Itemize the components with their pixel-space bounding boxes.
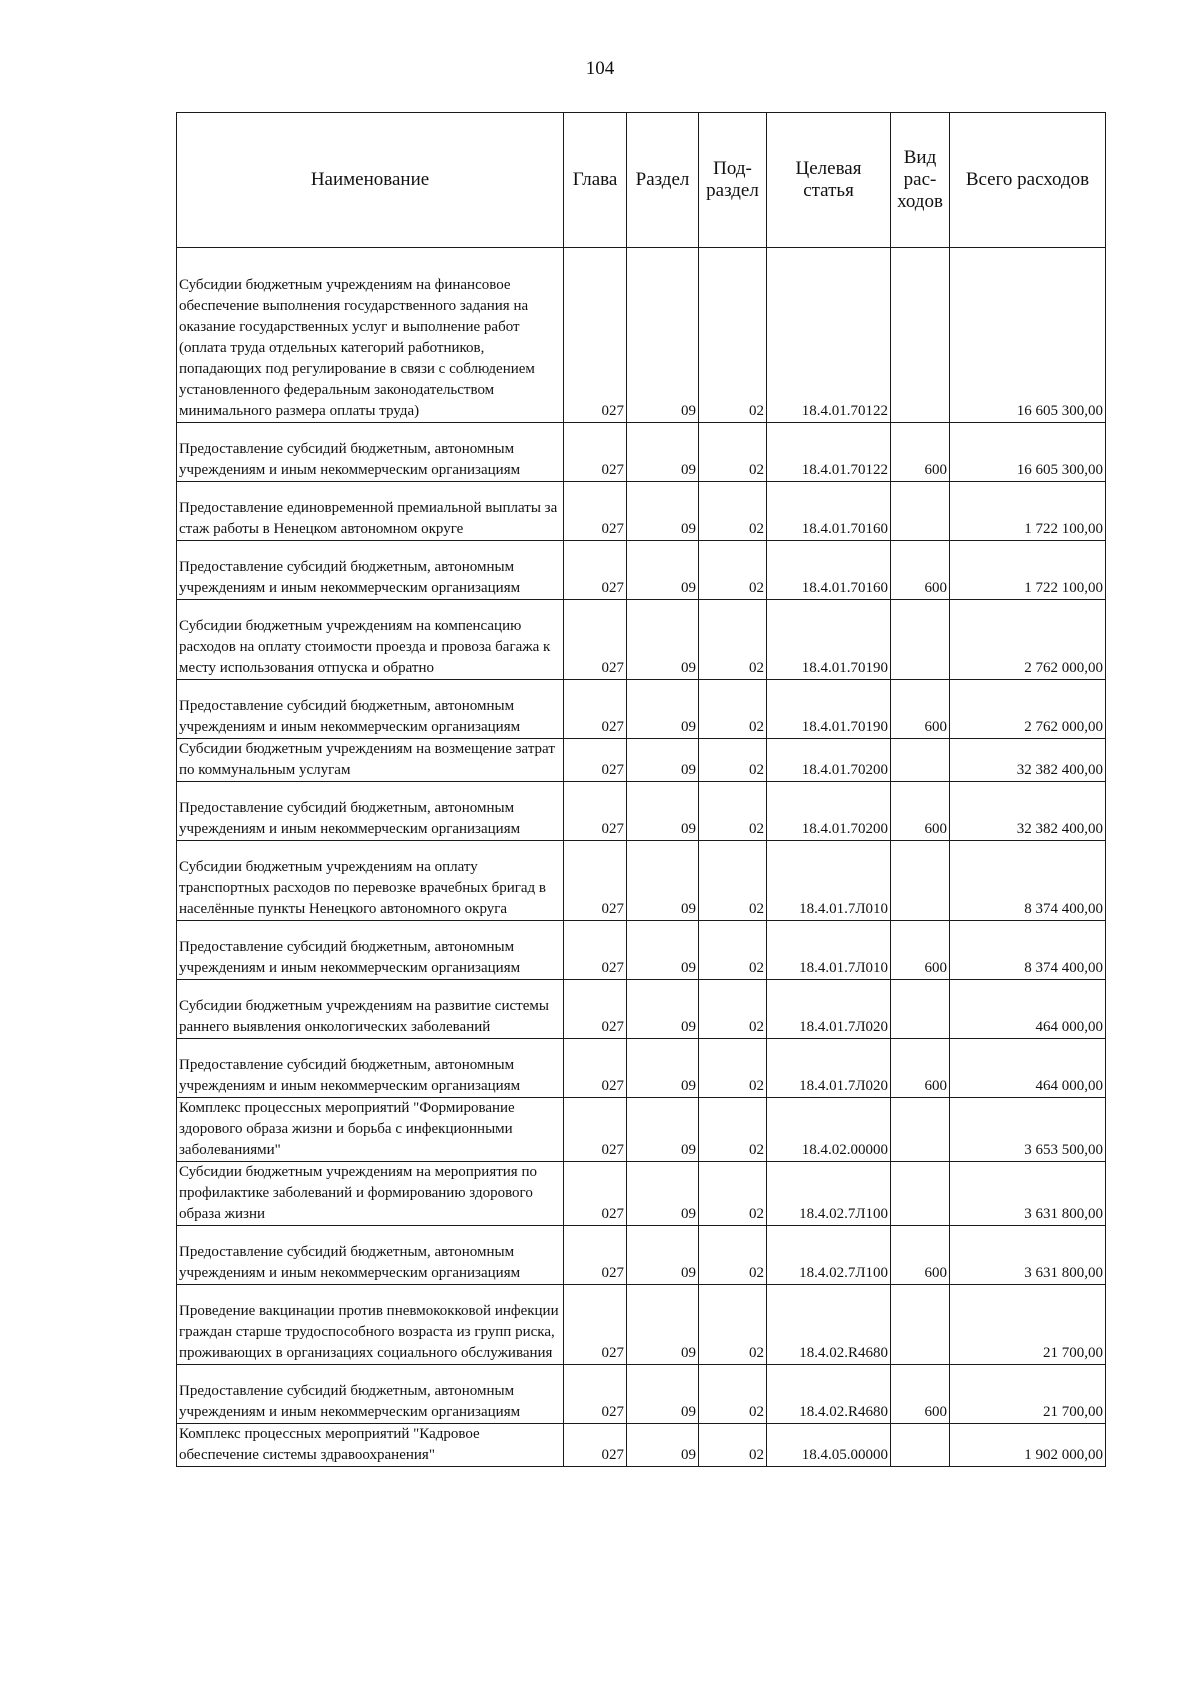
row-total: 1 902 000,00 bbox=[950, 1424, 1106, 1467]
table-row bbox=[177, 248, 1106, 423]
row-vid bbox=[891, 248, 950, 423]
row-razdel: 09 bbox=[627, 1039, 699, 1098]
row-razdel: 09 bbox=[627, 782, 699, 841]
row-name: Предоставление субсидий бюджетным, автономным учреждениям и иным некоммерческим организациям bbox=[177, 1226, 564, 1285]
row-podrazdel: 02 bbox=[699, 921, 767, 980]
row-vid bbox=[891, 841, 950, 921]
row-glava: 027 bbox=[564, 680, 627, 739]
row-target: 18.4.01.70160 bbox=[767, 482, 891, 541]
table-row bbox=[177, 921, 1106, 980]
row-razdel: 09 bbox=[627, 248, 699, 423]
row-target: 18.4.01.70122 bbox=[767, 248, 891, 423]
table-row bbox=[177, 482, 1106, 541]
row-podrazdel: 02 bbox=[699, 1039, 767, 1098]
row-glava: 027 bbox=[564, 841, 627, 921]
row-name: Субсидии бюджетным учреждениям на развитие системы раннего выявления онкологических заболеваний bbox=[177, 980, 564, 1039]
row-glava: 027 bbox=[564, 600, 627, 680]
row-razdel: 09 bbox=[627, 1424, 699, 1467]
row-vid: 600 bbox=[891, 1365, 950, 1424]
header-total: Всего расходов bbox=[950, 113, 1106, 248]
row-total: 16 605 300,00 bbox=[950, 248, 1106, 423]
row-podrazdel: 02 bbox=[699, 600, 767, 680]
row-vid: 600 bbox=[891, 680, 950, 739]
header-razdel: Раздел bbox=[627, 113, 699, 248]
row-podrazdel: 02 bbox=[699, 423, 767, 482]
row-vid: 600 bbox=[891, 921, 950, 980]
budget-table bbox=[176, 112, 1106, 1467]
row-glava: 027 bbox=[564, 1424, 627, 1467]
row-target: 18.4.01.70190 bbox=[767, 600, 891, 680]
row-glava: 027 bbox=[564, 1365, 627, 1424]
row-vid: 600 bbox=[891, 1226, 950, 1285]
row-name: Предоставление субсидий бюджетным, автономным учреждениям и иным некоммерческим организациям bbox=[177, 680, 564, 739]
row-name: Предоставление субсидий бюджетным, автономным учреждениям и иным некоммерческим организациям bbox=[177, 541, 564, 600]
table-row bbox=[177, 1285, 1106, 1365]
row-target: 18.4.01.70200 bbox=[767, 782, 891, 841]
row-name: Предоставление единовременной премиальной выплаты за стаж работы в Ненецком автономном округе bbox=[177, 482, 564, 541]
row-total: 3 631 800,00 bbox=[950, 1226, 1106, 1285]
row-razdel: 09 bbox=[627, 841, 699, 921]
row-name: Субсидии бюджетным учреждениям на оплату транспортных расходов по перевозке врачебных бригад в населённые пункты Ненецкого автономного округа bbox=[177, 841, 564, 921]
row-podrazdel: 02 bbox=[699, 1098, 767, 1162]
row-podrazdel: 02 bbox=[699, 1424, 767, 1467]
row-razdel: 09 bbox=[627, 1365, 699, 1424]
row-podrazdel: 02 bbox=[699, 541, 767, 600]
row-podrazdel: 02 bbox=[699, 248, 767, 423]
row-podrazdel: 02 bbox=[699, 841, 767, 921]
row-glava: 027 bbox=[564, 1162, 627, 1226]
table-row bbox=[177, 980, 1106, 1039]
row-glava: 027 bbox=[564, 782, 627, 841]
row-razdel: 09 bbox=[627, 423, 699, 482]
row-target: 18.4.02.R4680 bbox=[767, 1285, 891, 1365]
row-target: 18.4.01.7Л020 bbox=[767, 980, 891, 1039]
row-glava: 027 bbox=[564, 1098, 627, 1162]
row-glava: 027 bbox=[564, 1039, 627, 1098]
row-total: 1 722 100,00 bbox=[950, 482, 1106, 541]
header-vid: Вид рас- ходов bbox=[891, 113, 950, 248]
row-name: Предоставление субсидий бюджетным, автономным учреждениям и иным некоммерческим организациям bbox=[177, 1039, 564, 1098]
row-total: 21 700,00 bbox=[950, 1365, 1106, 1424]
row-razdel: 09 bbox=[627, 980, 699, 1039]
row-glava: 027 bbox=[564, 541, 627, 600]
row-razdel: 09 bbox=[627, 482, 699, 541]
row-vid: 600 bbox=[891, 782, 950, 841]
row-vid bbox=[891, 600, 950, 680]
row-target: 18.4.01.7Л010 bbox=[767, 841, 891, 921]
row-glava: 027 bbox=[564, 482, 627, 541]
table-row bbox=[177, 1424, 1106, 1467]
row-total: 3 631 800,00 bbox=[950, 1162, 1106, 1226]
row-vid: 600 bbox=[891, 1039, 950, 1098]
row-vid: 600 bbox=[891, 423, 950, 482]
row-podrazdel: 02 bbox=[699, 782, 767, 841]
row-name: Проведение вакцинации против пневмококковой инфекции граждан старше трудоспособного возраста из групп риска, проживающих в организациях социального обслуживания bbox=[177, 1285, 564, 1365]
row-total: 8 374 400,00 bbox=[950, 841, 1106, 921]
row-target: 18.4.02.7Л100 bbox=[767, 1162, 891, 1226]
row-total: 1 722 100,00 bbox=[950, 541, 1106, 600]
row-target: 18.4.05.00000 bbox=[767, 1424, 891, 1467]
row-name: Субсидии бюджетным учреждениям на компенсацию расходов на оплату стоимости проезда и провоза багажа к месту использования отпуска и обратно bbox=[177, 600, 564, 680]
row-name: Предоставление субсидий бюджетным, автономным учреждениям и иным некоммерческим организациям bbox=[177, 423, 564, 482]
row-total: 32 382 400,00 bbox=[950, 782, 1106, 841]
row-razdel: 09 bbox=[627, 1162, 699, 1226]
table-row bbox=[177, 1162, 1106, 1226]
row-podrazdel: 02 bbox=[699, 482, 767, 541]
row-total: 32 382 400,00 bbox=[950, 739, 1106, 782]
table-header-row bbox=[177, 113, 1106, 248]
row-podrazdel: 02 bbox=[699, 680, 767, 739]
row-glava: 027 bbox=[564, 423, 627, 482]
table-row bbox=[177, 1226, 1106, 1285]
row-name: Субсидии бюджетным учреждениям на мероприятия по профилактике заболеваний и формированию здорового образа жизни bbox=[177, 1162, 564, 1226]
table-body bbox=[177, 248, 1106, 1467]
row-razdel: 09 bbox=[627, 1098, 699, 1162]
row-glava: 027 bbox=[564, 1226, 627, 1285]
row-vid bbox=[891, 482, 950, 541]
row-name: Комплекс процессных мероприятий "Кадровое обеспечение системы здравоохранения" bbox=[177, 1424, 564, 1467]
row-podrazdel: 02 bbox=[699, 1365, 767, 1424]
row-vid bbox=[891, 1162, 950, 1226]
row-total: 464 000,00 bbox=[950, 1039, 1106, 1098]
row-glava: 027 bbox=[564, 739, 627, 782]
header-name: Наименование bbox=[177, 113, 564, 248]
table-row bbox=[177, 541, 1106, 600]
row-total: 2 762 000,00 bbox=[950, 600, 1106, 680]
row-razdel: 09 bbox=[627, 921, 699, 980]
row-vid bbox=[891, 739, 950, 782]
row-total: 2 762 000,00 bbox=[950, 680, 1106, 739]
row-glava: 027 bbox=[564, 921, 627, 980]
row-razdel: 09 bbox=[627, 680, 699, 739]
header-target: Целевая статья bbox=[767, 113, 891, 248]
row-name: Предоставление субсидий бюджетным, автономным учреждениям и иным некоммерческим организациям bbox=[177, 1365, 564, 1424]
row-target: 18.4.01.7Л020 bbox=[767, 1039, 891, 1098]
row-vid bbox=[891, 1424, 950, 1467]
row-target: 18.4.01.70122 bbox=[767, 423, 891, 482]
row-name: Предоставление субсидий бюджетным, автономным учреждениям и иным некоммерческим организациям bbox=[177, 921, 564, 980]
row-target: 18.4.02.R4680 bbox=[767, 1365, 891, 1424]
row-target: 18.4.02.7Л100 bbox=[767, 1226, 891, 1285]
row-podrazdel: 02 bbox=[699, 980, 767, 1039]
row-total: 3 653 500,00 bbox=[950, 1098, 1106, 1162]
row-name: Комплекс процессных мероприятий "Формирование здорового образа жизни и борьба с инфекционными заболеваниями" bbox=[177, 1098, 564, 1162]
row-razdel: 09 bbox=[627, 1226, 699, 1285]
row-razdel: 09 bbox=[627, 541, 699, 600]
row-name: Субсидии бюджетным учреждениям на финансовое обеспечение выполнения государственного задания на оказание государственных услуг и выполнение работ (оплата труда отдельных категорий работников, попадающих под регулирование в связи с соблюдением установленного федеральным законодательством минимального размера оплаты труда) bbox=[177, 248, 564, 423]
header-glava: Глава bbox=[564, 113, 627, 248]
row-name: Предоставление субсидий бюджетным, автономным учреждениям и иным некоммерческим организациям bbox=[177, 782, 564, 841]
row-target: 18.4.01.7Л010 bbox=[767, 921, 891, 980]
row-target: 18.4.02.00000 bbox=[767, 1098, 891, 1162]
row-glava: 027 bbox=[564, 980, 627, 1039]
table-row bbox=[177, 1039, 1106, 1098]
row-vid bbox=[891, 1098, 950, 1162]
row-total: 16 605 300,00 bbox=[950, 423, 1106, 482]
table-row bbox=[177, 1098, 1106, 1162]
row-vid: 600 bbox=[891, 541, 950, 600]
table-row bbox=[177, 680, 1106, 739]
row-glava: 027 bbox=[564, 1285, 627, 1365]
row-podrazdel: 02 bbox=[699, 1162, 767, 1226]
header-podrazdel: Под- раздел bbox=[699, 113, 767, 248]
row-podrazdel: 02 bbox=[699, 739, 767, 782]
row-vid bbox=[891, 980, 950, 1039]
table-row bbox=[177, 1365, 1106, 1424]
row-razdel: 09 bbox=[627, 739, 699, 782]
row-target: 18.4.01.70200 bbox=[767, 739, 891, 782]
table-row bbox=[177, 739, 1106, 782]
row-podrazdel: 02 bbox=[699, 1226, 767, 1285]
row-vid bbox=[891, 1285, 950, 1365]
page-number: 104 bbox=[585, 58, 615, 79]
table-row bbox=[177, 841, 1106, 921]
row-name: Субсидии бюджетным учреждениям на возмещение затрат по коммунальным услугам bbox=[177, 739, 564, 782]
row-total: 8 374 400,00 bbox=[950, 921, 1106, 980]
row-target: 18.4.01.70160 bbox=[767, 541, 891, 600]
row-razdel: 09 bbox=[627, 1285, 699, 1365]
table-row bbox=[177, 600, 1106, 680]
table-row bbox=[177, 782, 1106, 841]
row-podrazdel: 02 bbox=[699, 1285, 767, 1365]
row-glava: 027 bbox=[564, 248, 627, 423]
row-total: 464 000,00 bbox=[950, 980, 1106, 1039]
row-total: 21 700,00 bbox=[950, 1285, 1106, 1365]
table-row bbox=[177, 423, 1106, 482]
row-target: 18.4.01.70190 bbox=[767, 680, 891, 739]
row-razdel: 09 bbox=[627, 600, 699, 680]
